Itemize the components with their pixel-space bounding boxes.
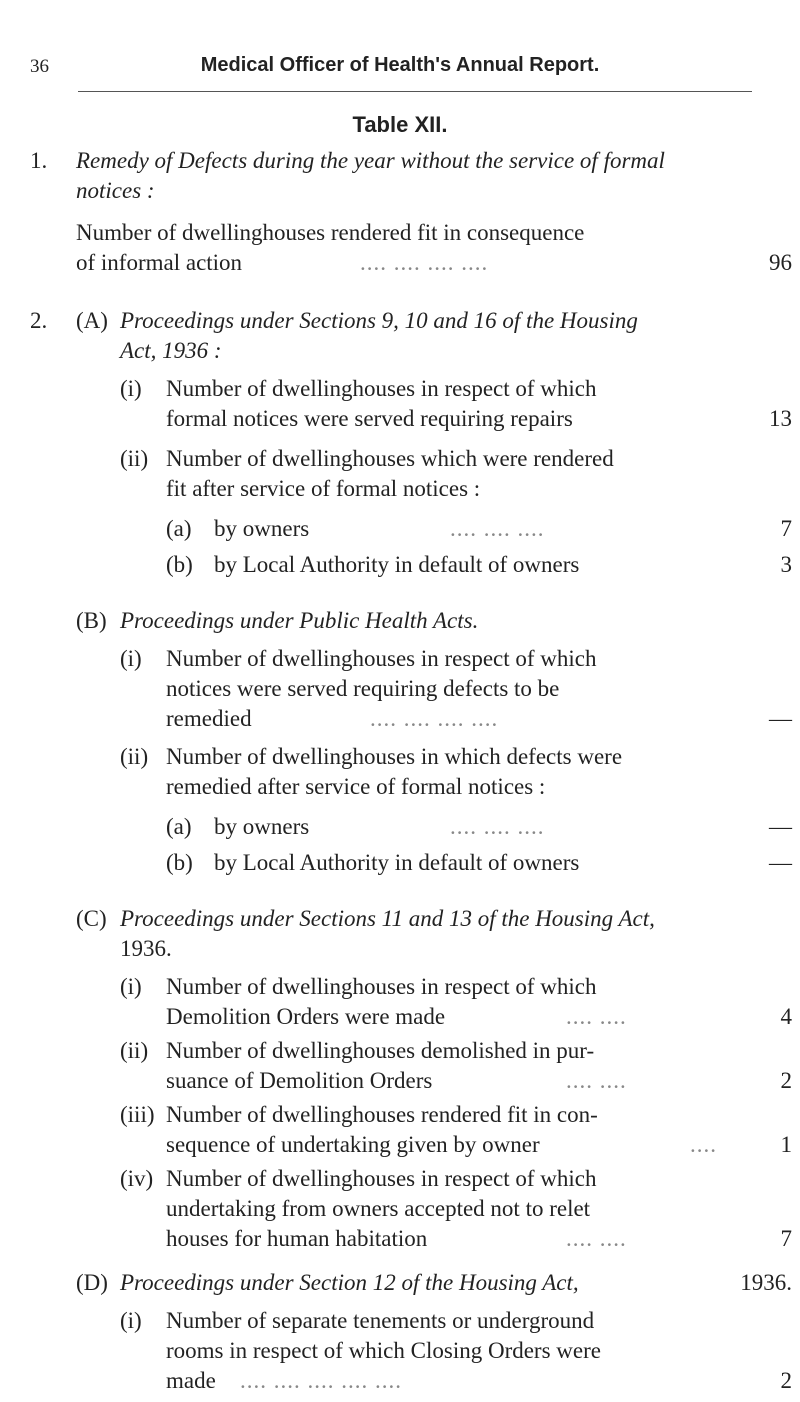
section-1-value: 96 [769,250,792,275]
sub-a-i-text: Number of dwellinghouses in respect of which [166,376,597,401]
header-rule [78,91,752,92]
leader-dots: .... .... .... .... [360,250,489,275]
sub-a-ii-b-text: by Local Authority in default of owners [214,552,580,577]
leader-dots: .... .... .... .... [370,706,499,731]
sub-c-iii-value: 1 [780,1132,792,1157]
sub-b-ii-text: Number of dwellinghouses in which defects were [166,744,623,769]
sub-c-i-value: 4 [780,1004,792,1029]
sub-b-ii-text-cont: remedied after service of formal notices : [166,774,546,799]
sub-d-i-value: 2 [780,1368,792,1393]
sub-a-i-text-cont: formal notices were served requiring repairs [166,406,573,431]
sub-a-ii-num: (ii) [120,446,149,471]
sub-c-iv-num: (iv) [120,1166,154,1191]
sub-b-i-text: Number of dwellinghouses in respect of which [166,646,597,671]
sub-a-i-num: (i) [120,376,142,401]
sub-b-ii-b-mark: (b) [166,850,193,875]
sub-d-i-text-cont2: made [166,1368,216,1393]
sub-a-title-cont: Act, 1936 : [120,338,222,363]
sub-b-ii-a-mark: (a) [166,814,192,839]
sub-b-ii-b-value: — [769,850,792,875]
section-1-title-cont: notices : [76,178,155,203]
sub-c-iv-text: Number of dwellinghouses in respect of which [166,1166,597,1191]
sub-d-i-text-cont: rooms in respect of which Closing Orders were [166,1338,601,1363]
sub-b-ii-b-text: by Local Authority in default of owners [214,850,580,875]
sub-c-ii-text-cont: suance of Demolition Orders [166,1068,433,1093]
sub-b-title: Proceedings under Public Health Acts. [120,608,479,633]
sub-b-i-num: (i) [120,646,142,671]
sub-a-ii-b-mark: (b) [166,552,193,577]
sub-c-iv-text-cont2: houses for human habitation [166,1226,428,1251]
sub-a-ii-a-value: 7 [780,516,792,541]
table-title: Table XII. [352,112,448,137]
page-header [0,0,800,96]
sub-a-ii-a-text: by owners [214,516,310,541]
running-title: Medical Officer of Health's Annual Report. [200,54,600,76]
sub-b-mark: (B) [76,608,107,633]
sub-c-ii-value: 2 [780,1068,792,1093]
sub-c-iv-text-cont: undertaking from owners accepted not to relet [166,1196,591,1221]
leader-dots: .... .... .... .... .... [240,1368,402,1393]
sub-c-i-text: Number of dwellinghouses in respect of which [166,974,597,999]
sub-c-i-text-cont: Demolition Orders were made [166,1004,446,1029]
sub-c-iii-num: (iii) [120,1102,155,1127]
leader-dots: .... .... [566,1068,627,1093]
sub-a-title: Proceedings under Sections 9, 10 and 16 of the Housing [120,308,638,333]
leader-dots: .... [690,1132,717,1157]
sub-c-mark: (C) [76,906,107,931]
section-2-number: 2. [30,308,48,333]
section-1-text: Number of dwellinghouses rendered fit in consequence [76,220,585,245]
leader-dots: .... .... .... [450,814,545,839]
section-1-text-cont: of informal action [76,250,243,275]
sub-b-ii-a-text: by owners [214,814,310,839]
sub-c-iii-text-cont: sequence of undertaking given by owner [166,1132,540,1157]
sub-a-ii-b-value: 3 [780,552,792,577]
sub-b-i-text-cont: notices were served requiring defects to be [166,676,560,701]
sub-c-title: Proceedings under Sections 11 and 13 of the Housing Act, [120,906,655,931]
leader-dots: .... .... [566,1004,627,1029]
sub-c-i-num: (i) [120,974,142,999]
sub-c-title-cont: 1936. [120,936,172,961]
sub-a-ii-text: Number of dwellinghouses which were rendered [166,446,614,471]
leader-dots: .... .... [566,1226,627,1251]
sub-c-iii-text: Number of dwellinghouses rendered fit in con- [166,1102,598,1127]
section-1-title: Remedy of Defects during the year without the service of formal [76,148,665,173]
sub-b-i-text-cont2: remedied [166,706,252,731]
sub-d-i-num: (i) [120,1308,142,1333]
sub-a-ii-a-mark: (a) [166,516,192,541]
sub-d-mark: (D) [76,1270,108,1295]
sub-d-title-year: 1936. [740,1270,792,1295]
sub-c-ii-num: (ii) [120,1038,149,1063]
sub-c-ii-text: Number of dwellinghouses demolished in pur- [166,1038,595,1063]
page-number: 36 [30,56,49,77]
sub-b-ii-a-value: — [769,814,792,839]
sub-a-ii-text-cont: fit after service of formal notices : [166,476,481,501]
sub-b-i-value: — [769,706,792,731]
leader-dots: .... .... .... [450,516,545,541]
sub-d-i-text: Number of separate tenements or underground [166,1308,595,1333]
sub-b-ii-num: (ii) [120,744,149,769]
sub-a-mark: (A) [76,308,108,333]
sub-c-iv-value: 7 [780,1226,792,1251]
sub-a-i-value: 13 [769,406,792,431]
section-1-number: 1. [30,148,48,173]
sub-d-title: Proceedings under Section 12 of the Housing Act, [120,1270,579,1295]
